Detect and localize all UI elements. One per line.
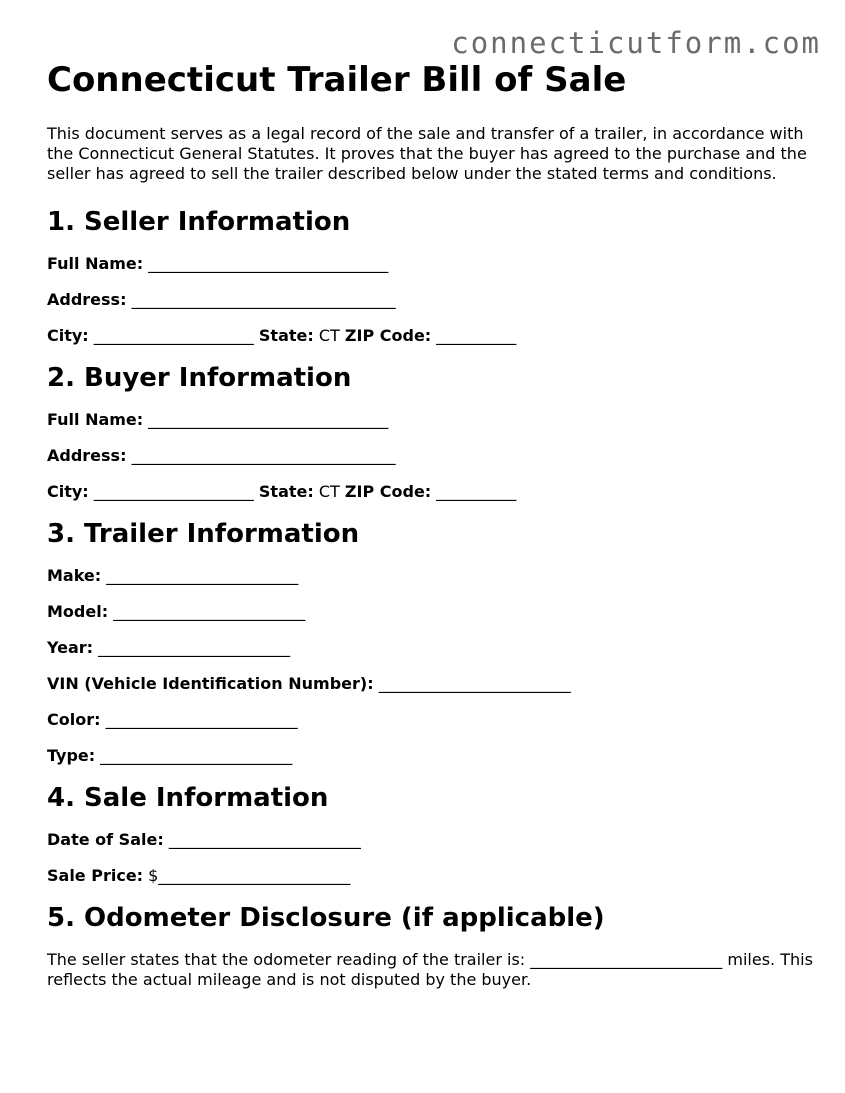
buyer-address-blank[interactable]: _________________________________ bbox=[131, 446, 396, 465]
trailer-heading: 3. Trailer Information bbox=[47, 519, 360, 549]
intro-paragraph: This document serves as a legal record of the sale and transfer of a trailer, in accordance with the Connecticut General Statutes. It proves that the buyer has agreed to the purchase and the seller has agreed to sell the trailer described below under the stated terms and conditions. bbox=[47, 124, 807, 183]
trailer-make-field bbox=[47, 566, 827, 586]
buyer-address-label: Address: bbox=[47, 446, 127, 465]
trailer-year-blank[interactable]: ________________________ bbox=[98, 638, 291, 657]
trailer-year-field bbox=[47, 638, 827, 658]
buyer-city-state-zip-field bbox=[47, 482, 827, 502]
buyer-state-label: State: bbox=[258, 482, 314, 501]
seller-city-state-zip-field bbox=[47, 326, 827, 346]
trailer-vin-label: VIN (Vehicle Identification Number): bbox=[47, 674, 374, 693]
trailer-model-field bbox=[47, 602, 827, 622]
sale-heading: 4. Sale Information bbox=[47, 783, 329, 813]
seller-state-value: CT bbox=[318, 326, 340, 345]
document-page bbox=[47, 58, 827, 992]
odometer-statement bbox=[47, 950, 822, 990]
trailer-make-label: Make: bbox=[47, 566, 102, 585]
seller-zip-label: ZIP Code: bbox=[344, 326, 432, 345]
buyer-zip-blank[interactable]: __________ bbox=[436, 482, 517, 501]
buyer-zip-label: ZIP Code: bbox=[344, 482, 432, 501]
trailer-type-label: Type: bbox=[47, 746, 96, 765]
odometer-text-after: miles. This reflects the actual mileage and is not disputed by the buyer. bbox=[47, 950, 813, 989]
trailer-vin-field bbox=[47, 674, 827, 694]
sale-price-field bbox=[47, 866, 827, 886]
trailer-color-field bbox=[47, 710, 827, 730]
odometer-heading: 5. Odometer Disclosure (if applicable) bbox=[47, 903, 605, 933]
seller-state-label: State: bbox=[258, 326, 314, 345]
seller-address-blank[interactable]: _________________________________ bbox=[131, 290, 396, 309]
trailer-model-label: Model: bbox=[47, 602, 109, 621]
trailer-model-blank[interactable]: ________________________ bbox=[113, 602, 306, 621]
trailer-section bbox=[47, 518, 827, 766]
sale-price-label: Sale Price: bbox=[47, 866, 144, 885]
seller-city-label: City: bbox=[47, 326, 89, 345]
sale-date-field bbox=[47, 830, 827, 850]
sale-section bbox=[47, 782, 827, 886]
buyer-section bbox=[47, 362, 827, 502]
seller-full-name-blank[interactable]: ______________________________ bbox=[148, 254, 389, 273]
buyer-state-value: CT bbox=[318, 482, 340, 501]
buyer-city-blank[interactable]: ____________________ bbox=[93, 482, 254, 501]
odometer-reading-blank[interactable]: ________________________ bbox=[530, 950, 723, 969]
buyer-full-name-field bbox=[47, 410, 827, 430]
seller-section bbox=[47, 206, 827, 346]
buyer-address-field bbox=[47, 446, 827, 466]
trailer-type-blank[interactable]: ________________________ bbox=[100, 746, 293, 765]
odometer-section bbox=[47, 902, 827, 990]
seller-heading: 1. Seller Information bbox=[47, 207, 351, 237]
seller-full-name-label: Full Name: bbox=[47, 254, 144, 273]
sale-date-blank[interactable]: ________________________ bbox=[168, 830, 361, 849]
trailer-make-blank[interactable]: ________________________ bbox=[106, 566, 299, 585]
seller-city-blank[interactable]: ____________________ bbox=[93, 326, 254, 345]
odometer-text-before: The seller states that the odometer reading of the trailer is: bbox=[47, 950, 526, 969]
trailer-color-label: Color: bbox=[47, 710, 101, 729]
sale-date-label: Date of Sale: bbox=[47, 830, 164, 849]
watermark: connecticutform.com bbox=[451, 26, 821, 60]
seller-full-name-field bbox=[47, 254, 827, 274]
sale-price-blank[interactable]: ________________________ bbox=[158, 866, 351, 885]
buyer-full-name-label: Full Name: bbox=[47, 410, 144, 429]
sale-price-prefix: $ bbox=[148, 866, 159, 885]
buyer-heading: 2. Buyer Information bbox=[47, 363, 352, 393]
seller-zip-blank[interactable]: __________ bbox=[436, 326, 517, 345]
buyer-full-name-blank[interactable]: ______________________________ bbox=[148, 410, 389, 429]
page-title: Connecticut Trailer Bill of Sale bbox=[47, 60, 627, 100]
seller-address-label: Address: bbox=[47, 290, 127, 309]
seller-address-field bbox=[47, 290, 827, 310]
trailer-vin-blank[interactable]: ________________________ bbox=[378, 674, 571, 693]
trailer-type-field bbox=[47, 746, 827, 766]
buyer-city-label: City: bbox=[47, 482, 89, 501]
trailer-color-blank[interactable]: ________________________ bbox=[105, 710, 298, 729]
trailer-year-label: Year: bbox=[47, 638, 94, 657]
